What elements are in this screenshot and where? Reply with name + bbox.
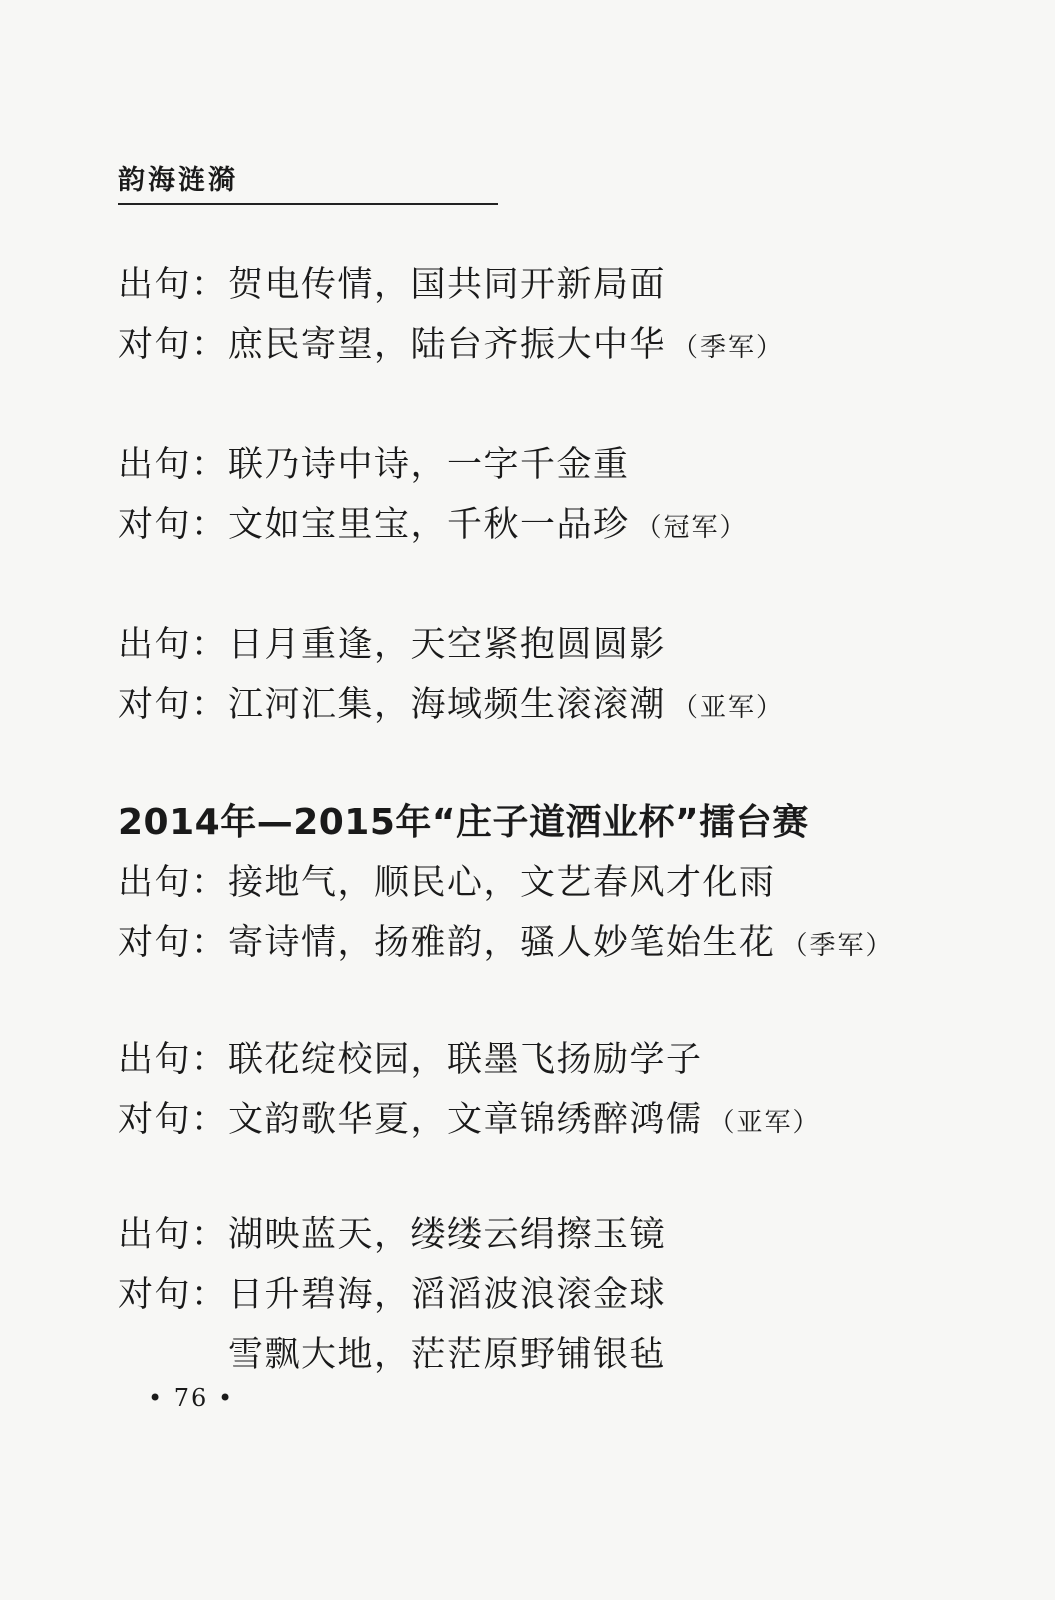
chu-line [118, 445, 998, 485]
running-header [118, 158, 498, 205]
chu-label: 出句： [118, 1215, 228, 1255]
chu-text: 日月重逢，天空紧抱圆圆影 [228, 625, 667, 665]
dui-line [118, 505, 998, 545]
section-title: 2014年—2015年“庄子道酒业杯”擂台赛 [118, 802, 809, 843]
book-title: 韵海涟漪 [118, 165, 238, 196]
chu-label: 出句： [118, 863, 228, 903]
dui-label: 对句： [118, 325, 228, 365]
dui-text: 文韵歌华夏，文章锦绣醉鸿儒 [228, 1100, 703, 1140]
chu-label: 出句： [118, 1040, 228, 1080]
award-badge: （季军） [672, 333, 785, 363]
award-badge: （冠军） [635, 513, 748, 543]
contest-section [118, 803, 998, 963]
chu-text: 联乃诗中诗，一字千金重 [228, 445, 630, 485]
chu-line [118, 625, 998, 665]
couplet-pair [118, 1215, 998, 1375]
dui-continuation-line [118, 1335, 998, 1375]
dui-label: 对句： [118, 1275, 228, 1315]
dui-line [118, 1275, 998, 1315]
dui-text: 寄诗情，扬雅韵，骚人妙笔始生花 [228, 923, 776, 963]
chu-text: 湖映蓝天，缕缕云绢擦玉镜 [228, 1215, 667, 1255]
chu-line [118, 1215, 998, 1255]
dui-line [118, 923, 998, 963]
dui-text: 庶民寄望，陆台齐振大中华 [228, 325, 667, 365]
dui-line [118, 685, 998, 725]
dui-text: 日升碧海，滔滔波浪滚金球 [228, 1275, 667, 1315]
chu-label: 出句： [118, 265, 228, 305]
page-number: • 76 • [148, 1384, 235, 1412]
chu-label: 出句： [118, 625, 228, 665]
dui-label: 对句： [118, 1100, 228, 1140]
dui-text-2: 雪飘大地，茫茫原野铺银毡 [228, 1335, 667, 1375]
dui-label: 对句： [118, 923, 228, 963]
couplet-pair [118, 445, 998, 545]
couplet-pair [118, 625, 998, 725]
chu-text: 联花绽校园，联墨飞扬励学子 [228, 1040, 703, 1080]
dui-line [118, 1100, 998, 1140]
dui-text: 文如宝里宝，千秋一品珍 [228, 505, 630, 545]
chu-line [118, 1040, 998, 1080]
dui-text: 江河汇集，海域频生滚滚潮 [228, 685, 667, 725]
chu-text: 接地气，顺民心，文艺春风才化雨 [228, 863, 776, 903]
chu-text: 贺电传情，国共同开新局面 [228, 265, 667, 305]
award-badge: （亚军） [672, 693, 785, 723]
award-badge: （亚军） [708, 1108, 821, 1138]
couplet-pair [118, 265, 998, 365]
dui-label: 对句： [118, 685, 228, 725]
couplet-pair [118, 1040, 998, 1140]
chu-line [118, 863, 998, 903]
award-badge: （季军） [781, 931, 894, 961]
chu-label: 出句： [118, 445, 228, 485]
chu-line [118, 265, 998, 305]
dui-line [118, 325, 998, 365]
dui-label: 对句： [118, 505, 228, 545]
